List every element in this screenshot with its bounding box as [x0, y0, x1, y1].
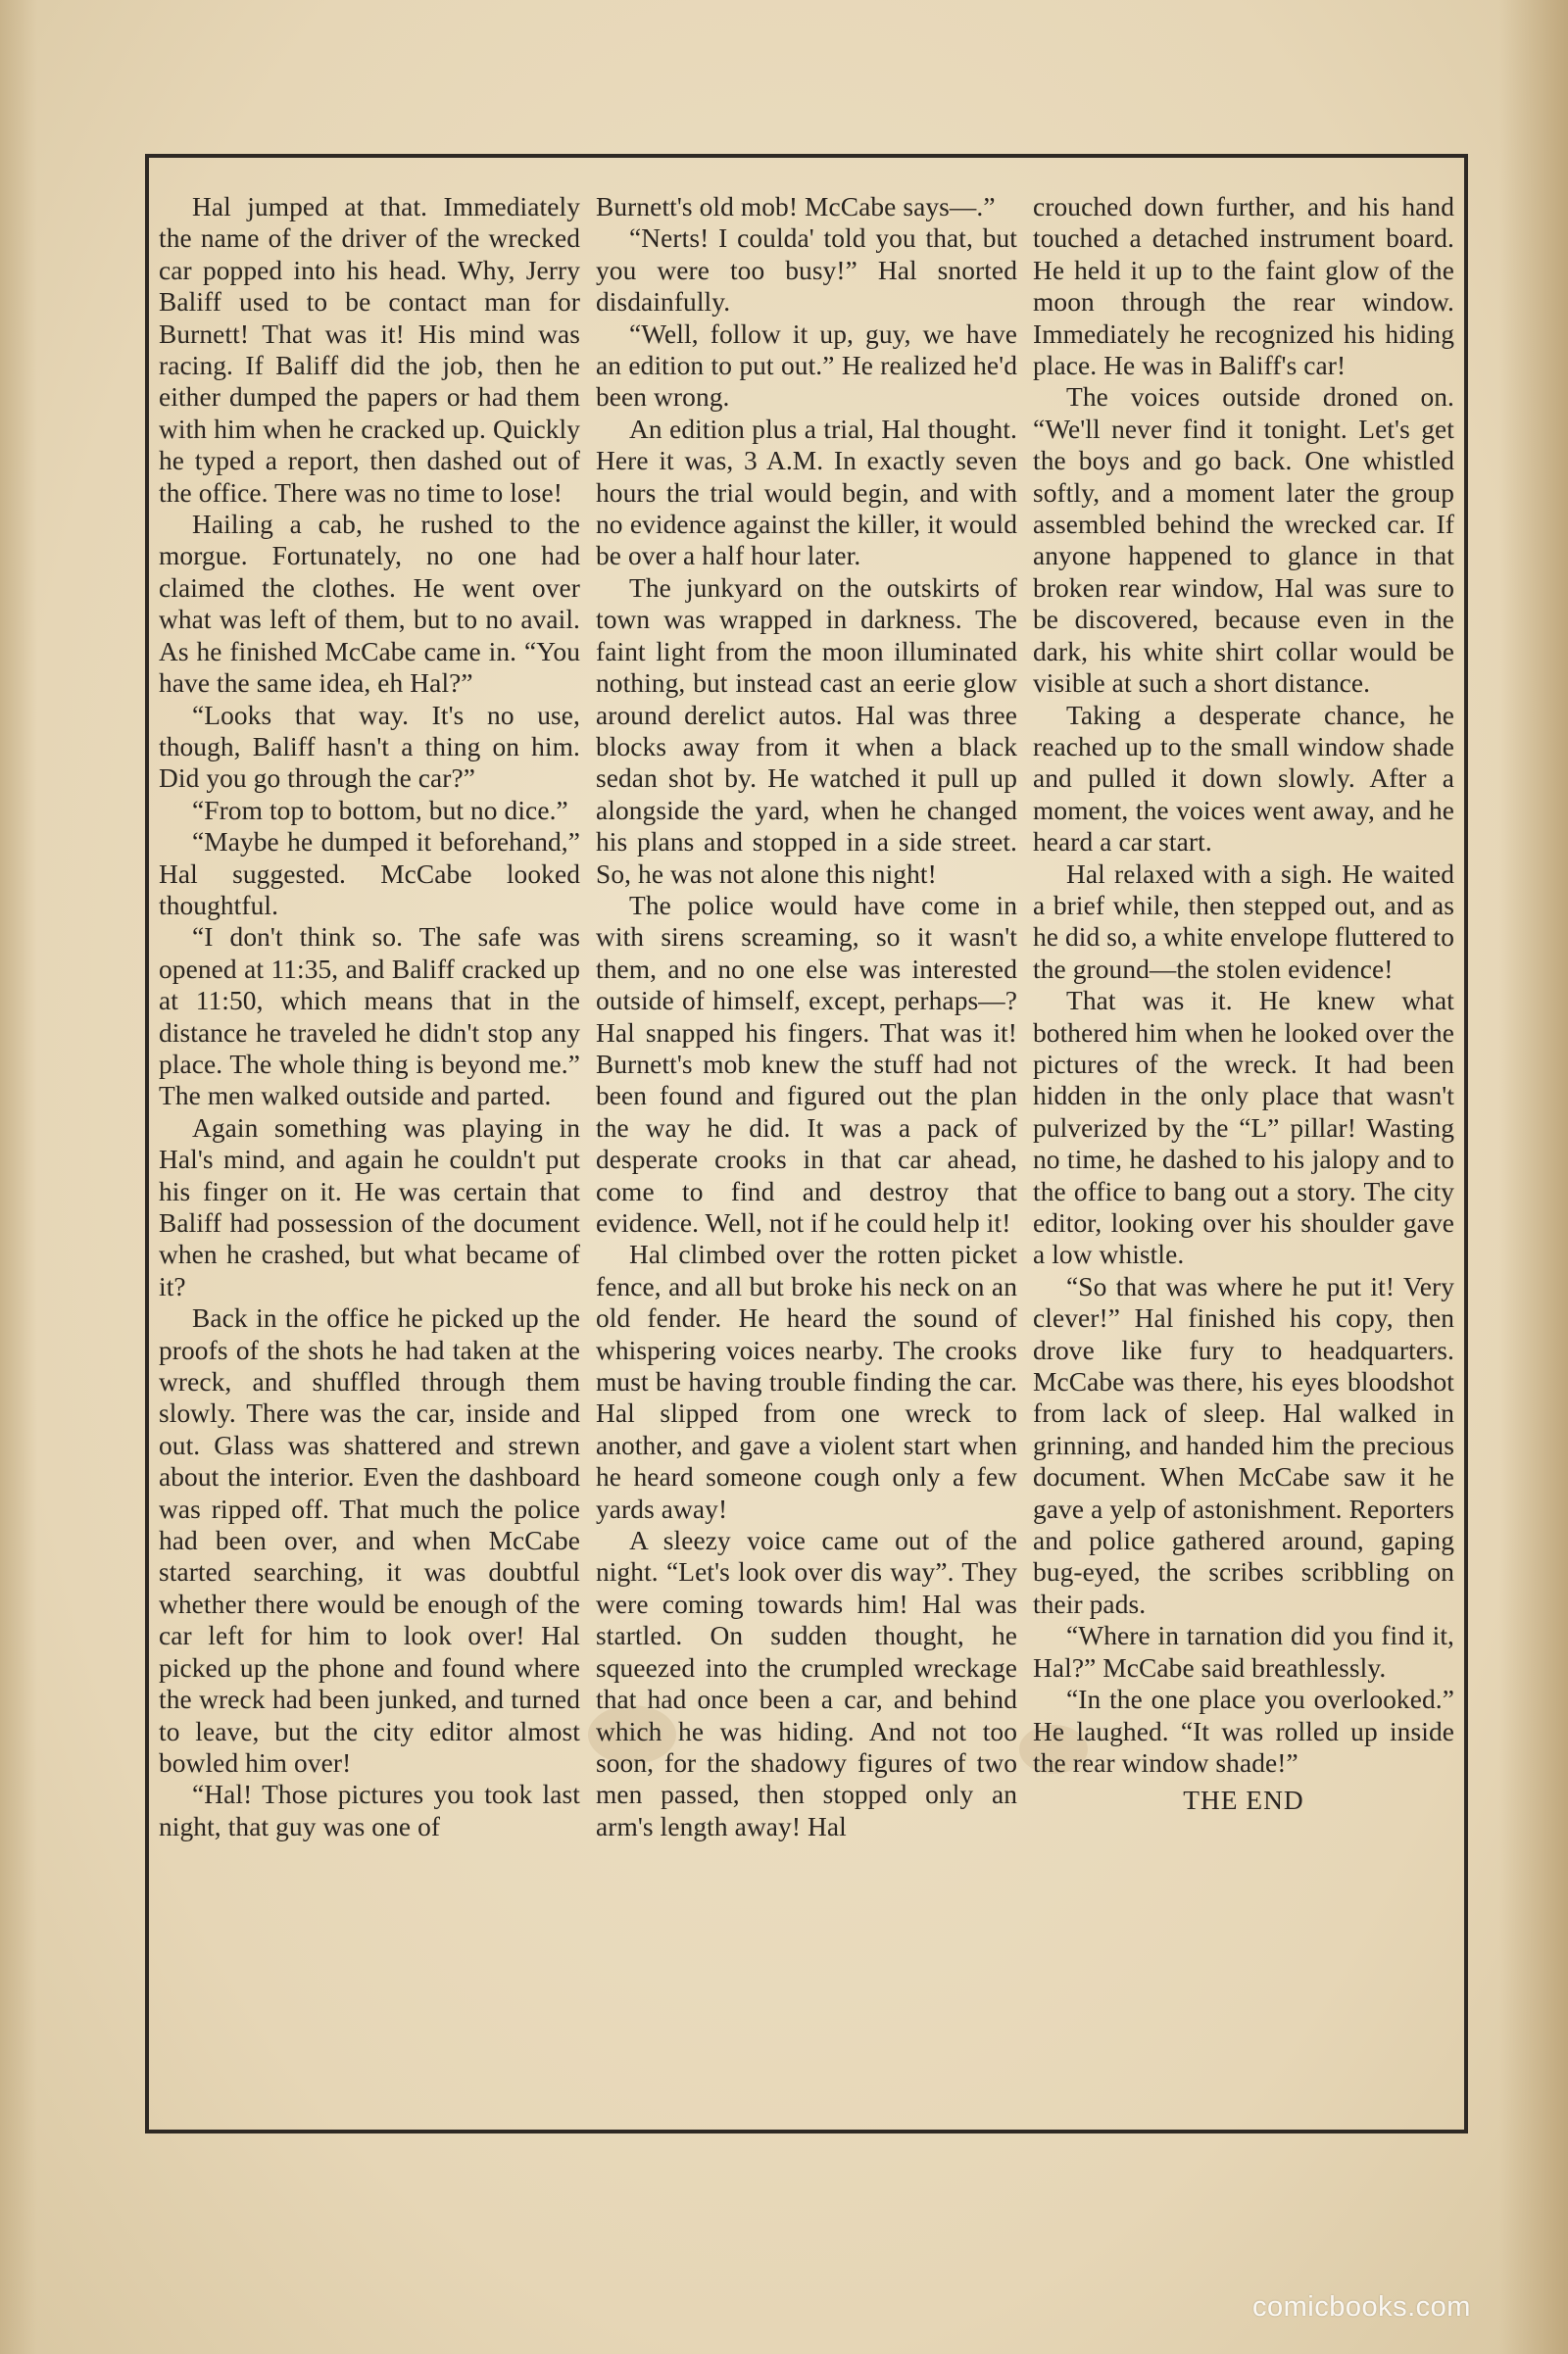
paragraph: Hailing a cab, he rushed to the morgue. Fortunately, no one had claimed the clothes. He went over what was left of them, but to no avail. As he finished McCabe came in. “You have the same idea, eh Hal?”	[159, 510, 580, 699]
page-edge-right	[1499, 0, 1568, 2354]
paragraph: “Maybe he dumped it beforehand,” Hal suggested. McCabe looked thoughtful.	[159, 827, 580, 920]
paragraph: “I don't think so. The safe was opened at 11:35, and Baliff cracked up at 11:50, which means that in the distance he traveled he didn't stop any place. The whole thing is beyond me.” The men walked outside and parted.	[159, 922, 580, 1111]
paragraph: “Well, follow it up, guy, we have an edition to put out.” He realized he'd been wrong.	[596, 319, 1017, 413]
paragraph: Hal relaxed with a sigh. He waited a brief while, then stepped out, and as he did so, a white envelope fluttered to the ground—the stolen evidence!	[1033, 858, 1454, 984]
paragraph: The police would have come in with sirens screaming, so it wasn't them, and no one else was interested outside of himself, except, perhaps—? Hal snapped his fingers. That was it! Burnett's mob knew the stuff had not been found and figured out the plan the way he did. It was a pack of desperate crooks in that car ahead, come to find and destroy that evidence. Well, not if he could help it!	[596, 890, 1017, 1238]
column-2	[596, 191, 1017, 2112]
column-3	[1033, 191, 1454, 2112]
paragraph: “In the one place you overlooked.” He laughed. “It was rolled up inside the rear window shade!”	[1033, 1685, 1454, 1778]
paragraph: “Nerts! I coulda' told you that, but you were too busy!” Hal snorted disdainfully.	[596, 223, 1017, 318]
paragraph: “Looks that way. It's no use, though, Baliff hasn't a thing on him. Did you go through the car?”	[159, 700, 580, 794]
paragraph: “From top to bottom, but no dice.”	[192, 795, 568, 825]
page-edge-left	[0, 0, 37, 2354]
paragraph: Back in the office he picked up the proofs of the shots he had taken at the wreck, and shuffled through them slowly. There was the car, inside and out. Glass was shattered and strewn about the interior. Even the dashboard was ripped off. That much the police had been over, and when McCabe started searching, it was doubtful whether there would be enough of the car left for him to look over! Hal picked up the phone and found where the wreck had been junked, and turned to leave, but the city editor almost bowled him over!	[159, 1303, 580, 1778]
paragraph: Hal jumped at that. Immediately the name of the driver of the wrecked car popped into his head. Why, Jerry Baliff used to be contact man for Burnett! That was it! His mind was racing. If Baliff did the job, then he either dumped the papers or had them with him when he cracked up. Quickly he typed a report, then dashed out of the office. There was no time to lose!	[159, 192, 580, 508]
paragraph: An edition plus a trial, Hal thought. Here it was, 3 A.M. In exactly seven hours the trial would begin, and with no evidence against the killer, it would be over a half hour later.	[596, 414, 1017, 571]
paragraph: A sleezy voice came out of the night. “Let's look over dis way”. They were coming towards him! Hal was startled. On sudden thought, he squeezed into the crumpled wreckage that had once been a car, and behind which he was hiding. And not too soon, for the shadowy figures of two men passed, then stopped only an arm's length away! Hal	[596, 1526, 1017, 1841]
site-watermark: comicbooks.com	[1252, 2291, 1471, 2323]
paragraph: “So that was where he put it! Very clever!” Hal finished his copy, then drove like fury to headquarters. McCabe was there, his eyes bloodshot from lack of sleep. Hal walked in grinning, and handed him the precious document. When McCabe saw it he gave a yelp of astonishment. Reporters and police gathered around, gaping bug-eyed, the scribes scribbling on their pads.	[1033, 1271, 1454, 1619]
paragraph: That was it. He knew what bothered him when he looked over the pictures of the wreck. It had been hidden in the only place that wasn't pulverized by the “L” pillar! Wasting no time, he dashed to his jalopy and to the office to bang out a story. The city editor, looking over his shoulder gave a low whistle.	[1033, 986, 1454, 1270]
column-1	[159, 191, 580, 2112]
paragraph: Taking a desperate chance, he reached up to the small window shade and pulled it down slowly. After a moment, the voices went away, and he heard a car start.	[1033, 700, 1454, 858]
story-columns	[159, 191, 1452, 2112]
paragraph: “Where in tarnation did you find it, Hal?” McCabe said breathlessly.	[1033, 1621, 1454, 1683]
paragraph: The junkyard on the outskirts of town was wrapped in darkness. The faint light from the moon illuminated nothing, but instead cast an eerie glow around derelict autos. Hal was three blocks away from it when a black sedan shot by. He watched it pull up alongside the yard, when he changed his plans and stopped in a side street. So, he was not alone this night!	[596, 572, 1017, 889]
paragraph: Again something was playing in Hal's mind, and again he couldn't put his finger on it. He was certain that Baliff had possession of the document when he crashed, but what became of it?	[159, 1112, 580, 1301]
paragraph: crouched down further, and his hand touched a detached instrument board. He held it up to the faint glow of the moon through the rear window. Immediately he recognized his hiding place. He was in Baliff's car!	[1033, 192, 1454, 381]
paragraph: “Hal! Those pictures you took last night, that guy was one of	[159, 1780, 580, 1841]
paragraph: The voices outside droned on. “We'll never find it tonight. Let's get the boys and go back. One whistled softly, and a moment later the group assembled behind the wrecked car. If anyone happened to glance in that broken rear window, Hal was sure to be discovered, because even in the dark, his white shirt collar would be visible at such a short distance.	[1033, 382, 1454, 699]
paragraph: Burnett's old mob! McCabe says—.”	[596, 192, 996, 221]
paragraph: Hal climbed over the rotten picket fence, and all but broke his neck on an old fender. He heard the sound of whispering voices nearby. The crooks must be having trouble finding the car. Hal slipped from one wreck to another, and gave a violent start when he heard someone cough only a few yards away!	[596, 1240, 1017, 1524]
the-end-label: THE END	[1183, 1786, 1304, 1816]
